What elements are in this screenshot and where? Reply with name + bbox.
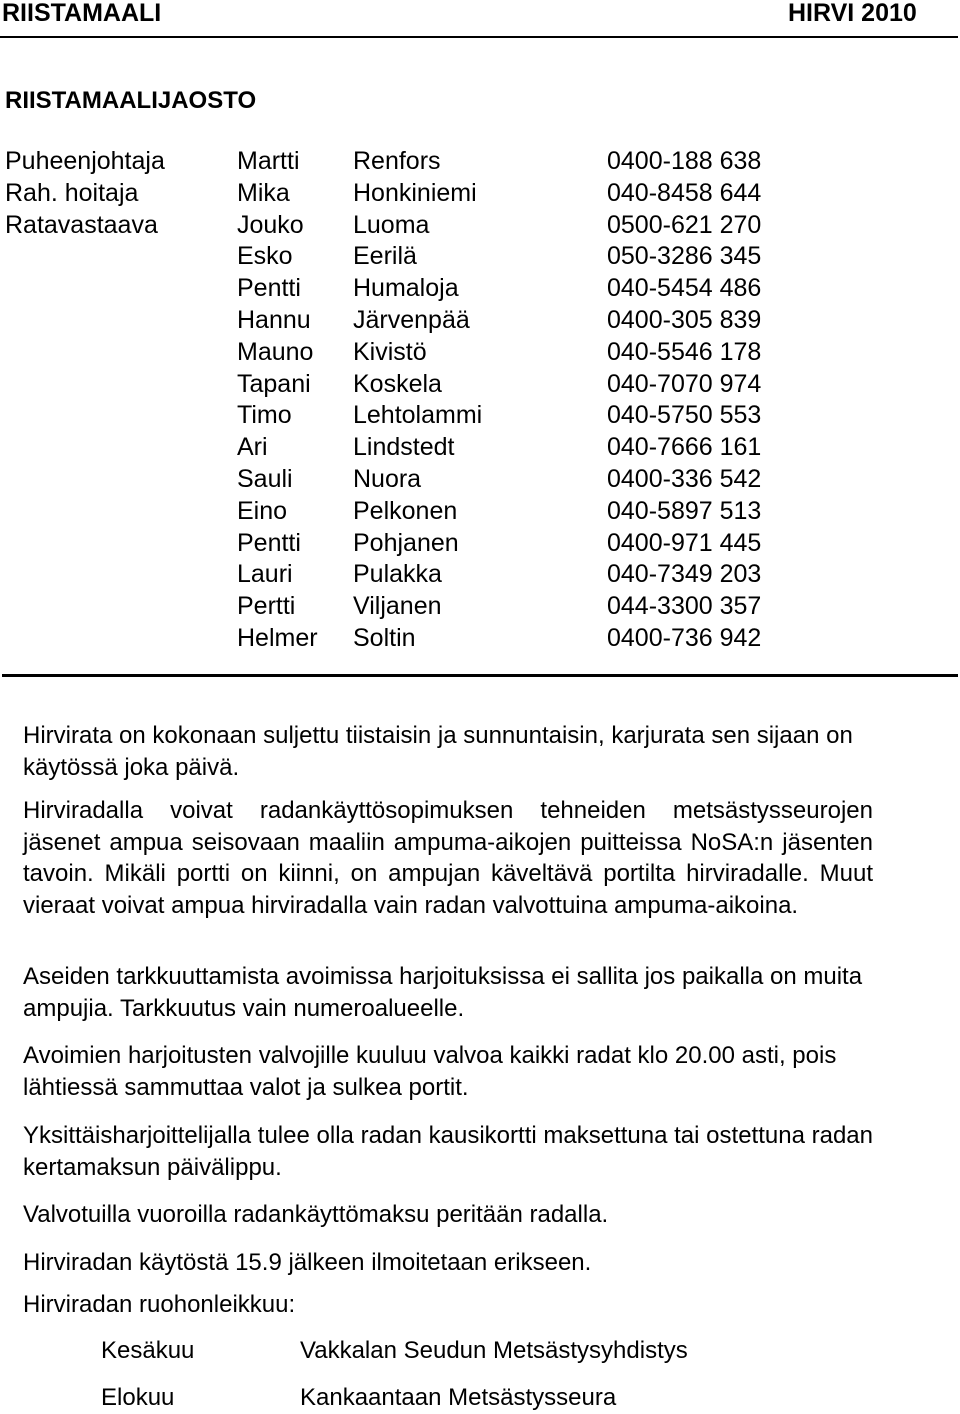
member-phone: 044-3300 357: [607, 592, 762, 621]
member-phone: 0400-736 942: [607, 623, 762, 652]
paragraph-supervised-fee: Valvotuilla vuoroilla radankäyttömaksu peritään radalla.: [23, 1201, 609, 1228]
paragraph-closing-days: Hirvirata on kokonaan suljettu tiistaisin ja sunnuntaisin, karjurata sen sijaan on käytössä joka päivä.: [23, 722, 853, 781]
member-first-name: Eino: [237, 496, 288, 525]
member-phone: 0400-188 638: [607, 147, 762, 175]
header-divider: [0, 36, 958, 38]
header-title: RIISTAMAALI: [2, 0, 162, 27]
member-first-name: Timo: [237, 401, 292, 430]
member-last-name: Kivistö: [353, 337, 427, 366]
member-first-name: Pertti: [237, 592, 296, 621]
committee-table: [0, 146, 960, 655]
member-last-name: Luoma: [353, 210, 430, 239]
member-last-name: Honkiniemi: [353, 178, 477, 207]
paragraph-individual-fee: Yksittäisharjoittelijalla tulee olla radan kausikortti maksettuna tai ostettuna radan kertamaksun päivälippu.: [23, 1122, 873, 1181]
member-last-name: Koskela: [353, 369, 442, 398]
committee-row: [0, 241, 960, 273]
member-last-name: Soltin: [353, 623, 416, 652]
member-phone: 050-3286 345: [607, 242, 762, 271]
member-phone: 040-5546 178: [607, 337, 762, 366]
committee-row: [0, 559, 960, 591]
member-phone: 0400-971 445: [607, 528, 762, 557]
member-first-name: Martti: [237, 147, 300, 175]
member-last-name: Humaloja: [353, 274, 459, 303]
committee-row: [0, 146, 960, 178]
committee-row: [0, 178, 960, 210]
committee-row: [0, 369, 960, 401]
committee-row: [0, 528, 960, 560]
committee-row: [0, 273, 960, 305]
committee-row: [0, 591, 960, 623]
paragraph-supervisor-duties: Avoimien harjoitusten valvojille kuuluu valvoa kaikki radat klo 20.00 asti, pois lähtiessä sammuttaa valot ja sulkea portit.: [23, 1042, 837, 1101]
committee-row: [0, 210, 960, 242]
member-first-name: Hannu: [237, 305, 311, 334]
member-last-name: Pohjanen: [353, 528, 459, 557]
mowing-club: Kankaantaan Metsästysseura: [300, 1384, 617, 1411]
member-last-name: Pelkonen: [353, 496, 458, 525]
member-first-name: Lauri: [237, 560, 293, 589]
member-first-name: Mika: [237, 178, 290, 207]
member-first-name: Tapani: [237, 369, 311, 398]
mowing-club: Vakkalan Seudun Metsästysyhdistys: [300, 1337, 688, 1364]
section-divider: [2, 674, 958, 677]
member-phone: 040-5897 513: [607, 496, 762, 525]
header-year: HIRVI 2010: [788, 0, 917, 27]
paragraph-member-shooting: Hirviradalla voivat radankäyttösopimuksen tehneiden metsästysseurojen jäsenet ampua seisovaan maaliin ampuma-aikojen puitteissa NoSA:n jäsenten tavoin. Mikäli portti on kiinni, on ampujan käveltävä portilta hirviradalle. Muut vieraat voivat ampua hirviradalla vain radan valvottuina ampuma-aikoina.: [23, 797, 873, 919]
mowing-month: Elokuu: [101, 1384, 175, 1411]
member-first-name: Mauno: [237, 337, 314, 366]
member-phone: 0400-336 542: [607, 464, 762, 493]
paragraph-after-date: Hirviradan käytöstä 15.9 jälkeen ilmoitetaan erikseen.: [23, 1249, 592, 1276]
member-last-name: Nuora: [353, 464, 422, 493]
committee-row: [0, 337, 960, 369]
committee-row: [0, 432, 960, 464]
member-phone: 040-5750 553: [607, 401, 762, 430]
member-first-name: Pentti: [237, 274, 301, 303]
member-last-name: Lindstedt: [353, 433, 455, 462]
member-first-name: Ari: [237, 433, 268, 462]
member-phone: 040-7666 161: [607, 433, 762, 462]
member-role: Ratavastaava: [5, 210, 158, 239]
member-role: Puheenjohtaja: [5, 147, 165, 175]
member-last-name: Lehtolammi: [353, 401, 483, 430]
member-last-name: Eerilä: [353, 242, 417, 271]
member-last-name: Viljanen: [353, 592, 442, 621]
member-first-name: Pentti: [237, 528, 301, 557]
member-role: Rah. hoitaja: [5, 178, 139, 207]
committee-row: [0, 305, 960, 337]
member-phone: 040-7070 974: [607, 369, 762, 398]
section-title: RIISTAMAALIJAOSTO: [5, 87, 257, 114]
committee-row: [0, 496, 960, 528]
member-last-name: Pulakka: [353, 560, 442, 589]
committee-row: [0, 464, 960, 496]
member-first-name: Helmer: [237, 623, 318, 652]
member-first-name: Jouko: [237, 210, 304, 239]
member-phone: 0400-305 839: [607, 305, 762, 334]
member-last-name: Renfors: [353, 147, 441, 175]
member-phone: 0500-621 270: [607, 210, 762, 239]
paragraph-mowing-heading: Hirviradan ruohonleikkuu:: [23, 1291, 296, 1318]
paragraph-sighting-rules: Aseiden tarkkuuttamista avoimissa harjoituksissa ei sallita jos paikalla on muita ampujia. Tarkkuutus vain numeroalueelle.: [23, 963, 863, 1022]
member-first-name: Esko: [237, 242, 293, 271]
member-phone: 040-8458 644: [607, 178, 762, 207]
member-phone: 040-5454 486: [607, 274, 762, 303]
member-last-name: Järvenpää: [353, 305, 470, 334]
member-phone: 040-7349 203: [607, 560, 762, 589]
member-first-name: Sauli: [237, 464, 293, 493]
mowing-month: Kesäkuu: [101, 1337, 195, 1364]
committee-row: [0, 623, 960, 655]
committee-row: [0, 400, 960, 432]
